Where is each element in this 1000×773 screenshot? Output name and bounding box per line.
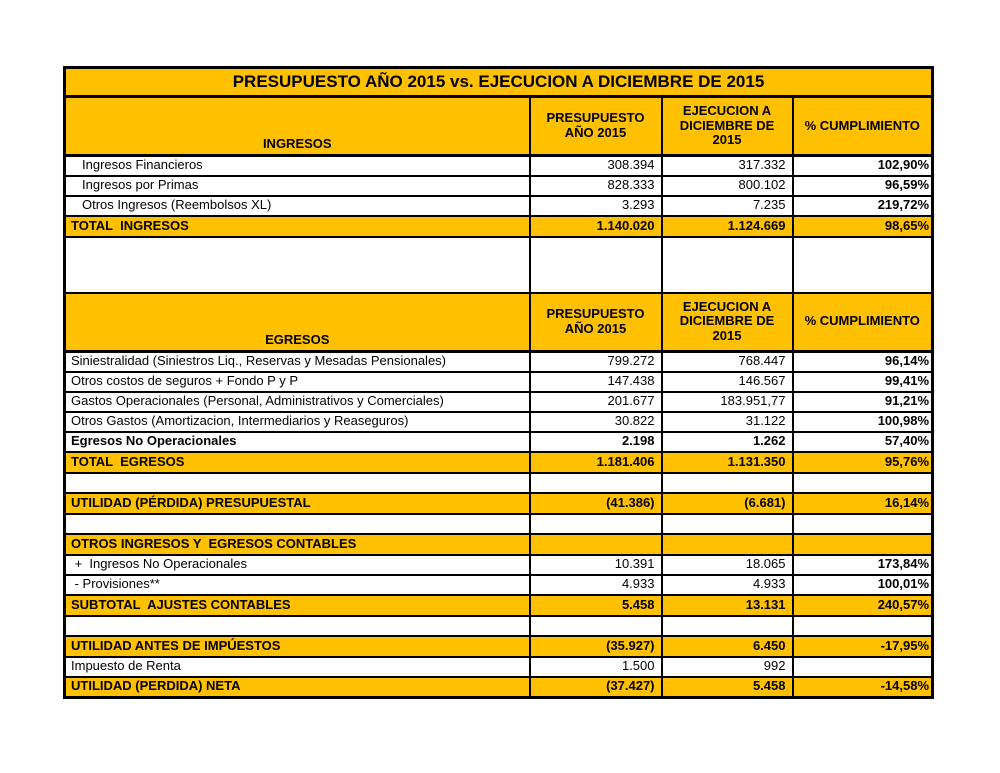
execution-value-cell: 7.235 <box>662 196 793 216</box>
execution-value-cell <box>662 616 793 636</box>
execution-value-cell: 6.450 <box>662 636 793 657</box>
pct-value-cell: -14,58% <box>793 677 933 698</box>
budget-value-cell <box>530 616 662 636</box>
execution-value-cell: 5.458 <box>662 677 793 698</box>
row-label-cell: Ingresos por Primas <box>65 176 530 196</box>
pct-value-cell: 240,57% <box>793 595 933 616</box>
execution-value-cell: 768.447 <box>662 352 793 372</box>
section-header-row <box>65 97 933 156</box>
budget-value-cell: (41.386) <box>530 493 662 514</box>
budget-value-cell: 201.677 <box>530 392 662 412</box>
execution-value-cell: 1.131.350 <box>662 452 793 473</box>
budget-value-cell: 1.500 <box>530 657 662 677</box>
summary-row <box>65 493 933 514</box>
budget-value-cell <box>530 237 662 293</box>
pct-value-cell: 100,01% <box>793 575 933 595</box>
budget-value-cell: 30.822 <box>530 412 662 432</box>
table-row <box>65 176 933 196</box>
execution-value-cell: 800.102 <box>662 176 793 196</box>
budget-value-cell: (35.927) <box>530 636 662 657</box>
budget-value-cell: 3.293 <box>530 196 662 216</box>
pct-value-cell: -17,95% <box>793 636 933 657</box>
pct-value-cell: 173,84% <box>793 555 933 575</box>
column-header-cumplimiento: % CUMPLIMIENTO <box>793 97 933 156</box>
budget-value-cell: 308.394 <box>530 156 662 176</box>
pct-value-cell <box>793 534 933 555</box>
row-label-cell: UTILIDAD ANTES DE IMPÚESTOS <box>65 636 530 657</box>
table-row <box>65 555 933 575</box>
execution-value-cell: 183.951,77 <box>662 392 793 412</box>
table-row <box>65 412 933 432</box>
budget-value-cell: 828.333 <box>530 176 662 196</box>
pct-value-cell <box>793 237 933 293</box>
budget-table <box>63 66 934 699</box>
section-title-cell: EGRESOS <box>65 293 530 352</box>
budget-table-body <box>65 68 933 698</box>
pct-value-cell: 91,21% <box>793 392 933 412</box>
execution-value-cell: 146.567 <box>662 372 793 392</box>
pct-value-cell <box>793 657 933 677</box>
row-label-cell <box>65 616 530 636</box>
budget-value-cell <box>530 514 662 534</box>
column-header-ejecucion: EJECUCION A DICIEMBRE DE 2015 <box>662 97 793 156</box>
execution-value-cell: 1.262 <box>662 432 793 452</box>
pct-value-cell <box>793 616 933 636</box>
column-header-presupuesto: PRESUPUESTO AÑO 2015 <box>530 293 662 352</box>
table-title-row <box>65 68 933 97</box>
execution-value-cell: 18.065 <box>662 555 793 575</box>
table-row <box>65 196 933 216</box>
spacer-row <box>65 616 933 636</box>
summary-row <box>65 216 933 237</box>
pct-value-cell <box>793 514 933 534</box>
budget-value-cell: 1.140.020 <box>530 216 662 237</box>
table-row <box>65 352 933 372</box>
row-label-cell: TOTAL INGRESOS <box>65 216 530 237</box>
spacer-row <box>65 237 933 293</box>
execution-value-cell <box>662 514 793 534</box>
table-row <box>65 156 933 176</box>
execution-value-cell <box>662 473 793 493</box>
execution-value-cell: 4.933 <box>662 575 793 595</box>
row-label-cell: UTILIDAD (PERDIDA) NETA <box>65 677 530 698</box>
pct-value-cell: 100,98% <box>793 412 933 432</box>
execution-value-cell: 31.122 <box>662 412 793 432</box>
row-label-cell: Gastos Operacionales (Personal, Administrativos y Comerciales) <box>65 392 530 412</box>
budget-value-cell: 5.458 <box>530 595 662 616</box>
column-header-presupuesto: PRESUPUESTO AÑO 2015 <box>530 97 662 156</box>
pct-value-cell: 57,40% <box>793 432 933 452</box>
execution-value-cell <box>662 534 793 555</box>
summary-row <box>65 636 933 657</box>
budget-value-cell: 1.181.406 <box>530 452 662 473</box>
pct-value-cell: 99,41% <box>793 372 933 392</box>
budget-value-cell: 2.198 <box>530 432 662 452</box>
row-label-cell: Otros Ingresos (Reembolsos XL) <box>65 196 530 216</box>
row-label-cell: OTROS INGRESOS Y EGRESOS CONTABLES <box>65 534 530 555</box>
pct-value-cell: 102,90% <box>793 156 933 176</box>
execution-value-cell: (6.681) <box>662 493 793 514</box>
execution-value-cell: 317.332 <box>662 156 793 176</box>
budget-value-cell <box>530 534 662 555</box>
table-row <box>65 392 933 412</box>
spacer-row <box>65 473 933 493</box>
table-row <box>65 657 933 677</box>
budget-value-cell <box>530 473 662 493</box>
table-title: PRESUPUESTO AÑO 2015 vs. EJECUCION A DICIEMBRE DE 2015 <box>65 68 933 97</box>
summary-row <box>65 677 933 698</box>
execution-value-cell: 992 <box>662 657 793 677</box>
row-label-cell: - Provisiones** <box>65 575 530 595</box>
row-label-cell <box>65 473 530 493</box>
pct-value-cell: 96,59% <box>793 176 933 196</box>
summary-row <box>65 452 933 473</box>
pct-value-cell: 95,76% <box>793 452 933 473</box>
pct-value-cell: 96,14% <box>793 352 933 372</box>
row-label-cell: SUBTOTAL AJUSTES CONTABLES <box>65 595 530 616</box>
summary-row <box>65 534 933 555</box>
pct-value-cell: 16,14% <box>793 493 933 514</box>
budget-value-cell: 10.391 <box>530 555 662 575</box>
row-label-cell: TOTAL EGRESOS <box>65 452 530 473</box>
execution-value-cell: 1.124.669 <box>662 216 793 237</box>
pct-value-cell <box>793 473 933 493</box>
column-header-ejecucion: EJECUCION A DICIEMBRE DE 2015 <box>662 293 793 352</box>
row-label-cell <box>65 237 530 293</box>
budget-value-cell: (37.427) <box>530 677 662 698</box>
pct-value-cell: 219,72% <box>793 196 933 216</box>
section-header-row <box>65 293 933 352</box>
row-label-cell: Impuesto de Renta <box>65 657 530 677</box>
row-label-cell: + Ingresos No Operacionales <box>65 555 530 575</box>
pct-value-cell: 98,65% <box>793 216 933 237</box>
execution-value-cell: 13.131 <box>662 595 793 616</box>
column-header-cumplimiento: % CUMPLIMIENTO <box>793 293 933 352</box>
row-label-cell: UTILIDAD (PÉRDIDA) PRESUPUESTAL <box>65 493 530 514</box>
budget-value-cell: 147.438 <box>530 372 662 392</box>
section-title-cell: INGRESOS <box>65 97 530 156</box>
execution-value-cell <box>662 237 793 293</box>
row-label-cell: Egresos No Operacionales <box>65 432 530 452</box>
row-label-cell <box>65 514 530 534</box>
table-row <box>65 575 933 595</box>
table-row <box>65 432 933 452</box>
row-label-cell: Otros Gastos (Amortizacion, Intermediarios y Reaseguros) <box>65 412 530 432</box>
row-label-cell: Otros costos de seguros + Fondo P y P <box>65 372 530 392</box>
budget-value-cell: 4.933 <box>530 575 662 595</box>
row-label-cell: Siniestralidad (Siniestros Liq., Reservas y Mesadas Pensionales) <box>65 352 530 372</box>
summary-row <box>65 595 933 616</box>
table-row <box>65 372 933 392</box>
row-label-cell: Ingresos Financieros <box>65 156 530 176</box>
budget-value-cell: 799.272 <box>530 352 662 372</box>
spacer-row <box>65 514 933 534</box>
